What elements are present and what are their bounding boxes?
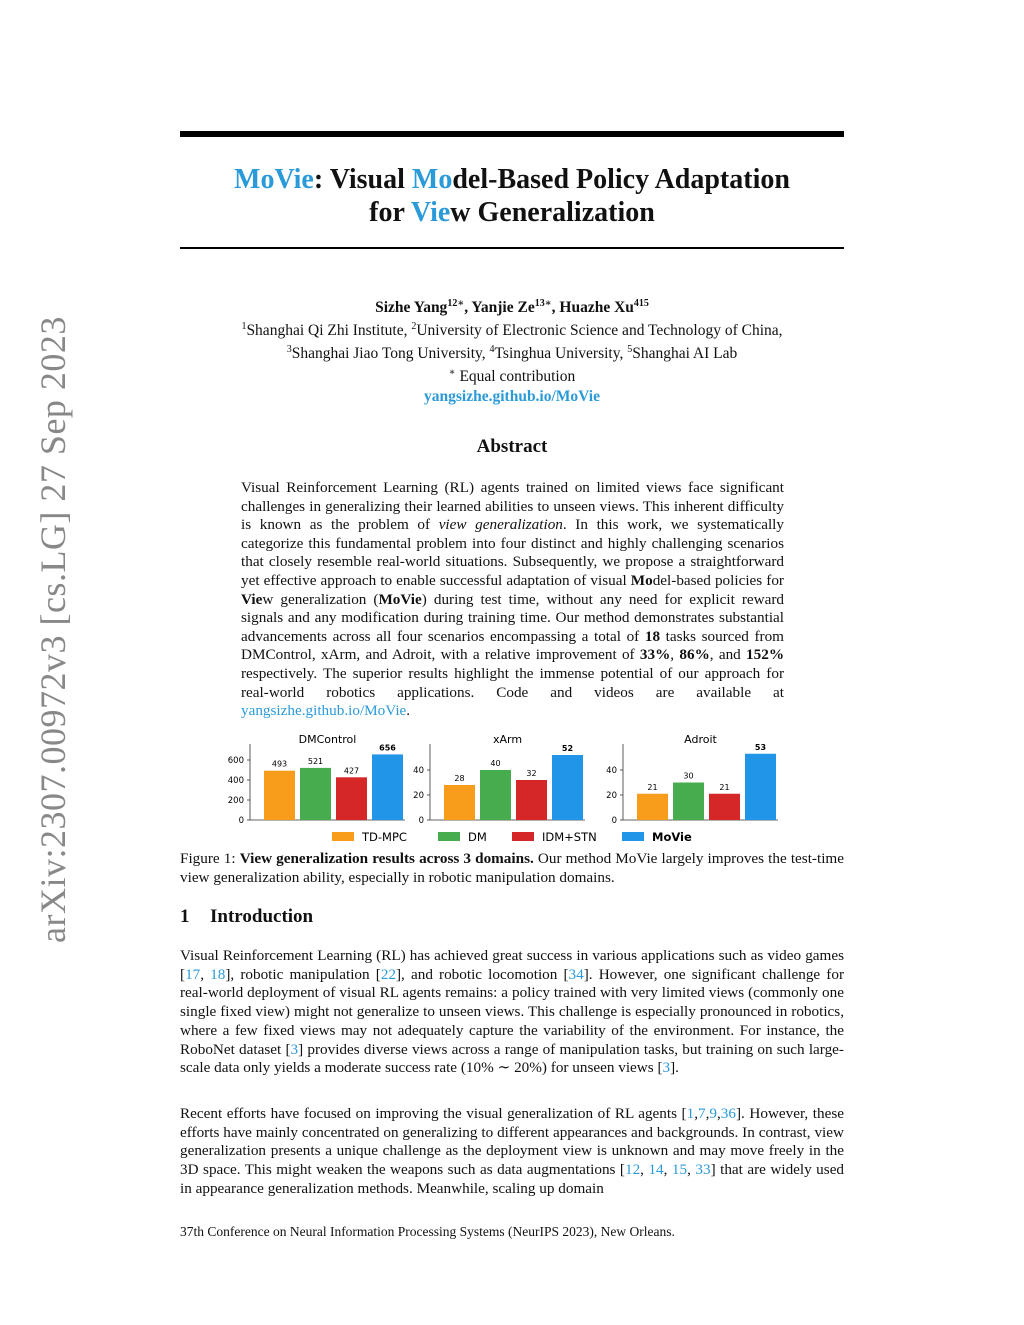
affiliations-line1: $^1$Shanghai Qi Zhi Institute, $^2$University of Electronic Science and Technology of China, [241,321,783,340]
equal-contribution: ∗ Equal contribution [448,367,576,386]
paper-title: MoVie: Visual Model-Based Policy Adaptation for View Generalization [234,164,790,228]
y-tick-label: 0 [611,816,617,826]
intro-paragraph-1: Visual Reinforcement Learning (RL) has achieved great success in various applications such as video games [17, 18], robotic manipulation [22], and robotic locomotion [34]. However, one significant challenge for real-world deployment of visual RL agents remains: a policy trained with very limited views (commonly one single fixed view) might not generalize to unseen views. This challenge is especially pronounced in robotics, where a few fixed views may not adequately capture the variability of the environment. For instance, the RoboNet dataset [3] provides diverse views across a range of manipulation tasks, but training on such large-scale data only yields a moderate success rate (10% ∼ 20%) for unseen views [3]. [180,947,844,1077]
data-label: 32 [526,769,537,778]
citation[interactable]: 7 [698,1105,706,1122]
author-block [180,294,844,406]
intro-paragraph-2: Recent efforts have focused on improving the visual generalization of RL agents [1,7,9,36]. However, these efforts have mainly concentrated on generalizing to different appearances and backgrounds. In contrast, view generalization presents a unique challenge as the deployment view is unknown and may move freely in the 3D space. This might weaken the weapons such as data augmentations [12, 14, 15, 33] that are widely used in appearance generalization methods. Meanwhile, scaling up domain [180,1105,845,1197]
citation[interactable]: 33 [695,1161,711,1179]
title-rule-top [180,131,844,137]
data-label: 53 [754,742,767,752]
bar-idmstn [709,794,740,820]
figure-1-chart [227,728,800,848]
y-tick-label: 40 [606,766,617,776]
panel-title: xArm [492,733,523,746]
affiliations-line2: $^3$Shanghai Jiao Tong University, $^4$Tsinghua University, $^5$Shanghai AI Lab [286,344,738,363]
bar-dm [300,768,331,820]
legend-swatch [512,832,534,841]
legend-swatch [332,832,354,841]
citation[interactable]: 3 [662,1059,671,1077]
citation[interactable]: 1 [686,1105,695,1122]
data-label: 493 [271,759,288,769]
bar-tdmpc [637,794,668,820]
legend-label: IDM+STN [542,830,597,844]
abstract-heading: Abstract [476,436,548,457]
data-label: 656 [379,743,396,753]
y-tick-label: 20 [413,791,424,801]
data-label: 21 [647,782,658,792]
data-label: 40 [490,759,501,768]
author-names: Sizhe Yang$^{12∗}$, Yanjie $Ze^{13∗}$, Huazhe Xu$^{415}$ [375,298,649,317]
bar-dm [480,770,511,820]
bar-movie [552,755,583,820]
y-tick-label: 40 [413,766,424,776]
panel-title: DMControl [298,733,357,746]
conference-footer: 37th Conference on Neural Information Processing Systems (NeurIPS 2023), New Orleans. [180,1224,675,1239]
legend-swatch [438,832,460,841]
citation[interactable]: 15 [671,1161,688,1179]
bar-movie [372,754,403,820]
citation[interactable]: 18 [210,965,226,983]
title-rule-bottom [180,247,844,249]
bar-tdmpc [444,785,475,820]
project-link[interactable]: yangsizhe.github.io/MoVie [424,387,600,405]
y-tick-label: 200 [227,796,244,806]
figure-caption: Figure 1: View generalization results across 3 domains. Our method MoVie largely improves the test-time view generalization ability, especially in robotic manipulation domains. [180,850,844,886]
bar-idmstn [516,780,547,820]
legend-label: TD-MPC [362,830,407,844]
abstract-link[interactable]: yangsizhe.github.io/MoVie [241,702,407,720]
citation[interactable]: 3 [290,1040,299,1058]
citation[interactable]: 14 [648,1161,664,1179]
legend-label: DM [468,830,487,844]
citation[interactable]: 34 [568,965,584,983]
legend-swatch [622,832,644,841]
data-label: 21 [719,782,730,792]
abstract-text: Visual Reinforcement Learning (RL) agents trained on limited views face significant challenges in generalizing their learned abilities to unseen views. This inherent difficulty is known as the problem of view generalization. In this work, we systematically categorize this fundamental problem into four distinct and highly challenging scenarios that closely resemble real-world situations. Subsequently, we propose a straightforward yet effective approach to enable successful adaptation of visual Model-based policies for View generalization (MoVie) during test time, without any need for explicit reward signals and any modification during training time. Our method demonstrates substantial advancements across all four scenarios encompassing a total of 18 tasks sourced from DMControl, xArm, and Adroit, with a relative improvement of 33%, 86%, and 152% respectively. The superior results highlight the immense potential of our approach for real-world robotics applications. Code and videos are available at yangsizhe.github.io/MoVie. [241,479,785,720]
arxiv-stamp: arXiv:2307.00972v3 [cs.LG] 27 Sep 2023 [33,316,73,943]
y-tick-label: 400 [227,776,244,786]
panel-title: Adroit [684,733,717,746]
citation[interactable]: 36 [720,1105,736,1122]
section-heading-introduction: 1 Introduction [180,906,314,927]
data-label: 28 [454,774,465,783]
citation[interactable]: 22 [380,965,396,983]
bar-idmstn [336,777,367,820]
data-label: 427 [343,766,360,776]
y-tick-label: 0 [238,816,244,826]
data-label: 52 [561,744,574,753]
bar-tdmpc [264,771,295,820]
y-tick-label: 20 [606,791,617,801]
legend-label: MoVie [652,830,692,844]
y-tick-label: 0 [418,816,424,826]
data-label: 30 [683,771,694,781]
citation[interactable]: 9 [709,1105,717,1122]
citation[interactable]: 17 [185,965,201,983]
bar-movie [745,754,776,820]
bar-dm [673,783,704,821]
y-tick-label: 600 [227,756,244,766]
citation[interactable]: 12 [624,1161,641,1179]
data-label: 521 [307,756,324,766]
